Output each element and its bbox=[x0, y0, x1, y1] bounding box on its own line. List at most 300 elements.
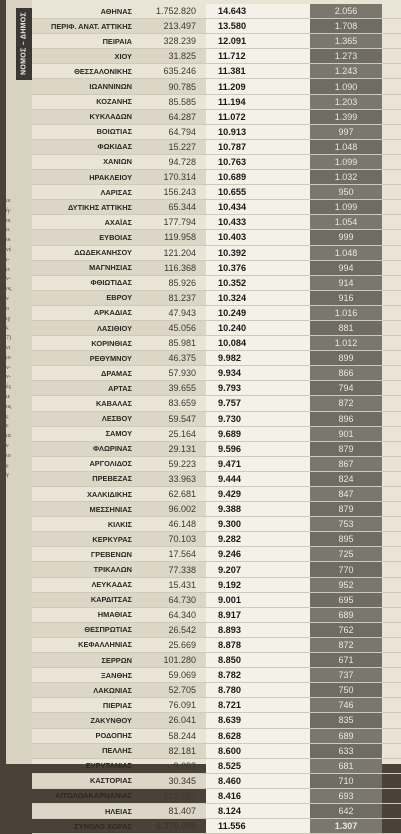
margin-text-fragment: νι bbox=[6, 345, 11, 351]
population-value: 94.728 bbox=[168, 156, 196, 167]
tax-value: 737 bbox=[310, 668, 382, 682]
income-value: 9.429 bbox=[206, 487, 310, 501]
margin-text-fragment: ος bbox=[6, 286, 12, 293]
income-value: 8.878 bbox=[206, 638, 310, 652]
prefecture-name: ΠΙΕΡΙΑΣ bbox=[102, 700, 132, 710]
table-row bbox=[32, 698, 401, 713]
population-value: 70.103 bbox=[136, 532, 206, 546]
prefecture-name: ΜΕΣΣΗΝΙΑΣ bbox=[32, 502, 136, 516]
tax-value: 1.399 bbox=[310, 110, 382, 124]
income-value: 8.460 bbox=[206, 774, 310, 788]
table-row bbox=[32, 638, 401, 653]
income-value: 8.780 bbox=[206, 683, 310, 697]
income-value: 13.580 bbox=[206, 19, 310, 33]
tax-value: 1.090 bbox=[310, 79, 382, 93]
margin-text-fragment: 7) bbox=[6, 335, 11, 342]
prefecture-name: ΛΑΡΙΣΑΣ bbox=[100, 187, 132, 197]
table-row bbox=[32, 683, 401, 698]
table-row bbox=[32, 623, 401, 638]
income-value: 9.192 bbox=[206, 578, 310, 592]
margin-text-fragment: ς bbox=[6, 462, 9, 469]
table-row bbox=[32, 381, 401, 396]
tax-value: 633 bbox=[310, 744, 382, 758]
prefecture-name: ΑΧΑΪΑΣ bbox=[104, 217, 132, 227]
table-row bbox=[32, 276, 401, 291]
income-value: 12.091 bbox=[206, 34, 310, 48]
margin-text-fragment: ιχ bbox=[6, 315, 11, 322]
tax-value: 1.048 bbox=[310, 246, 382, 260]
population-value: 26.542 bbox=[136, 623, 206, 637]
tax-value: 899 bbox=[310, 351, 382, 365]
population-value: 177.794 bbox=[163, 217, 196, 228]
population-value: 30.345 bbox=[136, 774, 206, 788]
tax-value: 770 bbox=[310, 562, 382, 576]
population-value: 96.002 bbox=[136, 502, 206, 516]
table-row bbox=[32, 427, 401, 442]
population-value: 45.056 bbox=[136, 321, 206, 335]
income-value: 10.352 bbox=[206, 276, 310, 290]
table-row bbox=[32, 562, 401, 577]
tax-value: 997 bbox=[310, 125, 382, 139]
tax-value: 1.016 bbox=[310, 306, 382, 320]
income-value: 10.433 bbox=[206, 215, 310, 229]
income-value: 9.282 bbox=[206, 532, 310, 546]
tax-value: 689 bbox=[310, 729, 382, 743]
income-value: 9.982 bbox=[206, 351, 310, 365]
table-row bbox=[32, 774, 401, 789]
income-value: 10.689 bbox=[206, 170, 310, 184]
tax-value: 879 bbox=[310, 442, 382, 456]
table-row bbox=[32, 321, 401, 336]
population-value: 57.930 bbox=[168, 368, 196, 379]
tax-value: 835 bbox=[310, 713, 382, 727]
income-value: 9.689 bbox=[206, 427, 310, 441]
tax-value: 693 bbox=[310, 789, 382, 803]
tax-value: 872 bbox=[310, 638, 382, 652]
tax-value: 1.099 bbox=[310, 155, 382, 169]
population-value: 77.338 bbox=[136, 562, 206, 576]
prefecture-name: ΧΑΝΙΩΝ bbox=[103, 157, 132, 167]
table-row bbox=[32, 155, 401, 170]
prefecture-name: ΑΡΚΑΔΙΑΣ bbox=[93, 308, 132, 318]
tax-value: 725 bbox=[310, 547, 382, 561]
table-row bbox=[32, 457, 401, 472]
prefecture-name: ΗΡΑΚΛΕΙΟΥ bbox=[32, 170, 136, 184]
table-row bbox=[32, 744, 401, 759]
population-value: 64.287 bbox=[136, 110, 206, 124]
prefecture-name: ΑΘΗΝΑΣ bbox=[100, 6, 132, 16]
income-value: 9.207 bbox=[206, 562, 310, 576]
tax-value: 642 bbox=[310, 804, 382, 818]
tax-value: 914 bbox=[310, 276, 382, 290]
table-row bbox=[32, 261, 401, 276]
population-value: 25.669 bbox=[168, 639, 196, 650]
prefecture-name: ΛΕΣΒΟΥ bbox=[32, 412, 136, 426]
tax-value: 866 bbox=[310, 366, 382, 380]
population-value: 33.963 bbox=[136, 472, 206, 486]
margin-text-fragment: ιε bbox=[6, 394, 11, 400]
population-value: 65.344 bbox=[136, 200, 206, 214]
tax-value: 847 bbox=[310, 487, 382, 501]
prefecture-name: ΤΡΙΚΑΛΩΝ bbox=[32, 562, 136, 576]
tax-value: 1.203 bbox=[310, 95, 382, 109]
population-value: 26.041 bbox=[136, 713, 206, 727]
prefecture-name: ΑΙΤΩΛΟΑΚΑΡΝΑΝΙΑΣ bbox=[55, 791, 132, 801]
table-row bbox=[32, 487, 401, 502]
income-value: 8.124 bbox=[206, 804, 310, 818]
tax-value: 1.048 bbox=[310, 140, 382, 154]
prefecture-name: ΚΑΒΑΛΑΣ bbox=[95, 398, 132, 408]
prefecture-name: ΒΟΙΩΤΙΑΣ bbox=[96, 127, 132, 137]
adjacent-article-column bbox=[6, 0, 32, 764]
income-value: 8.416 bbox=[206, 789, 310, 803]
margin-text-fragment: ν bbox=[6, 296, 9, 302]
prefecture-name: ΗΛΕΙΑΣ bbox=[32, 804, 136, 818]
prefecture-name: ΙΩΑΝΝΙΝΩΝ bbox=[32, 79, 136, 93]
table-row bbox=[32, 412, 401, 427]
prefecture-name: ΛΕΥΚΑΔΑΣ bbox=[91, 580, 132, 590]
prefecture-name: ΘΕΣΠΡΩΤΙΑΣ bbox=[32, 623, 136, 637]
income-value: 9.596 bbox=[206, 442, 310, 456]
margin-text-fragment: ος bbox=[6, 403, 12, 410]
population-value: 31.825 bbox=[136, 49, 206, 63]
income-value: 14.643 bbox=[206, 4, 310, 18]
margin-text-fragment: ν- bbox=[6, 364, 11, 371]
prefecture-name: ΘΕΣΣΑΛΟΝΙΚΗΣ bbox=[74, 66, 132, 76]
prefecture-name: ΡΟΔΟΠΗΣ bbox=[95, 731, 132, 741]
income-value: 9.444 bbox=[206, 472, 310, 486]
income-value: 10.655 bbox=[206, 185, 310, 199]
population-value: 213.497 bbox=[136, 19, 206, 33]
population-value: 59.223 bbox=[168, 458, 196, 469]
population-value: 39.655 bbox=[136, 381, 206, 395]
population-value: 85.585 bbox=[168, 96, 196, 107]
population-value: 328.239 bbox=[163, 36, 196, 47]
prefecture-name: ΡΕΘΥΜΝΟΥ bbox=[32, 351, 136, 365]
margin-text-fragment: οι bbox=[6, 237, 11, 244]
tax-value: 895 bbox=[310, 532, 382, 546]
tax-value: 1.054 bbox=[310, 215, 382, 229]
tax-value: 1.365 bbox=[310, 34, 382, 48]
table-row bbox=[32, 19, 401, 34]
table-row bbox=[32, 49, 401, 64]
table-row bbox=[32, 200, 401, 215]
population-value: 46.375 bbox=[136, 351, 206, 365]
population-value: 116.368 bbox=[136, 261, 206, 275]
prefecture-name: ΓΡΕΒΕΝΩΝ bbox=[90, 549, 132, 559]
tax-value: 952 bbox=[310, 578, 382, 592]
margin-text-fragment: οι bbox=[6, 217, 11, 224]
table-row bbox=[32, 532, 401, 547]
population-value: 119.958 bbox=[136, 230, 206, 244]
prefecture-name: ΠΕΙΡΑΙΑ bbox=[102, 36, 132, 46]
table-row bbox=[32, 713, 401, 728]
population-value: 29.131 bbox=[136, 442, 206, 456]
prefecture-name: ΣΑΜΟΥ bbox=[105, 429, 132, 439]
income-value: 8.525 bbox=[206, 759, 310, 773]
tax-value: 753 bbox=[310, 517, 382, 531]
prefecture-name: ΕΥΡΥΤΑΝΙΑΣ bbox=[85, 761, 132, 771]
prefecture-name: ΣΥΝΟΛΟ ΧΩΡΑΣ bbox=[74, 821, 132, 831]
margin-text-fragment: ς bbox=[6, 325, 9, 332]
population-value: 83.659 bbox=[168, 398, 196, 409]
table-row bbox=[32, 4, 401, 19]
income-table bbox=[32, 4, 401, 834]
table-row bbox=[32, 110, 401, 125]
population-value: 85.981 bbox=[168, 338, 196, 349]
table-row bbox=[32, 336, 401, 351]
prefecture-name: ΧΑΛΚΙΔΙΚΗΣ bbox=[86, 489, 132, 499]
table-row bbox=[32, 351, 401, 366]
tax-value: 794 bbox=[310, 381, 382, 395]
income-value: 9.471 bbox=[206, 457, 310, 471]
table-row bbox=[32, 64, 401, 79]
margin-text-fragment: ν- bbox=[6, 276, 11, 283]
margin-text-fragment: ο. bbox=[6, 227, 11, 234]
population-value: 17.564 bbox=[168, 549, 196, 560]
income-value: 10.084 bbox=[206, 336, 310, 350]
tax-value: 867 bbox=[310, 457, 382, 471]
population-value: 15.431 bbox=[168, 579, 196, 590]
population-value: 81.407 bbox=[136, 804, 206, 818]
table-row bbox=[32, 729, 401, 744]
income-value: 10.763 bbox=[206, 155, 310, 169]
table-row bbox=[32, 366, 401, 381]
prefecture-name: ΠΕΡΙΦ. ΑΝΑΤ. ΑΤΤΙΚΗΣ bbox=[32, 19, 136, 33]
tax-value: 824 bbox=[310, 472, 382, 486]
tax-value: 872 bbox=[310, 396, 382, 410]
table-row bbox=[32, 396, 401, 411]
tax-value: 999 bbox=[310, 230, 382, 244]
prefecture-name: ΣΕΡΡΩΝ bbox=[32, 653, 136, 667]
table-row bbox=[32, 291, 401, 306]
margin-text-fragment: ο bbox=[6, 305, 9, 312]
margin-text-fragment: ές bbox=[6, 384, 11, 391]
income-value: 11.381 bbox=[206, 64, 310, 78]
prefecture-name: ΦΛΩΡΙΝΑΣ bbox=[32, 442, 136, 456]
income-value: 9.246 bbox=[206, 547, 310, 561]
population-value: 52.705 bbox=[136, 683, 206, 697]
tax-value: 762 bbox=[310, 623, 382, 637]
income-value: 9.793 bbox=[206, 381, 310, 395]
prefecture-name: ΚΥΚΛΑΔΩΝ bbox=[32, 110, 136, 124]
margin-text-fragment: ν bbox=[6, 443, 9, 449]
tax-value: 710 bbox=[310, 774, 382, 788]
income-value: 10.376 bbox=[206, 261, 310, 275]
prefecture-name: ΦΘΙΩΤΙΔΑΣ bbox=[90, 278, 132, 288]
income-value: 10.913 bbox=[206, 125, 310, 139]
table-row bbox=[32, 668, 401, 683]
tax-value: 881 bbox=[310, 321, 382, 335]
margin-text-fragment: νέ bbox=[6, 247, 12, 253]
tax-value: 879 bbox=[310, 502, 382, 516]
income-value: 10.434 bbox=[206, 200, 310, 214]
prefecture-name: ΠΕΛΛΗΣ bbox=[32, 744, 136, 758]
population-value: 47.943 bbox=[168, 307, 196, 318]
margin-text-fragment: ιτ bbox=[6, 266, 11, 273]
population-value: 15.227 bbox=[136, 140, 206, 154]
margin-text-fragment: ιο bbox=[6, 452, 11, 459]
table-row bbox=[32, 246, 401, 261]
population-value: 59.069 bbox=[168, 670, 196, 681]
prefecture-name: ΛΑΣΙΘΙΟΥ bbox=[32, 321, 136, 335]
prefecture-name: ΚΟΡΙΝΘΙΑΣ bbox=[91, 338, 132, 348]
population-value: 62.681 bbox=[168, 489, 196, 500]
margin-text-fragment: ε bbox=[6, 423, 9, 430]
income-value: 8.600 bbox=[206, 744, 310, 758]
prefecture-name: ΔΥΤΙΚΗΣ ΑΤΤΙΚΗΣ bbox=[32, 200, 136, 214]
population-value: 64.340 bbox=[168, 609, 196, 620]
margin-text-fragment: ς bbox=[6, 413, 9, 420]
table-row bbox=[32, 230, 401, 245]
prefecture-name: ΛΑΚΩΝΙΑΣ bbox=[32, 683, 136, 697]
tax-value: 1.243 bbox=[310, 64, 382, 78]
tax-value: 950 bbox=[310, 185, 382, 199]
income-value: 9.934 bbox=[206, 366, 310, 380]
section-label: ΝΟΜΟΣ – ΔΗΜΟΣ bbox=[16, 8, 32, 80]
table-row bbox=[32, 472, 401, 487]
prefecture-name: ΚΕΡΚΥΡΑΣ bbox=[32, 532, 136, 546]
margin-text-fragment: ιο bbox=[6, 354, 11, 361]
table-row bbox=[32, 804, 401, 819]
table-row bbox=[32, 306, 401, 321]
tax-value: 2.056 bbox=[310, 4, 382, 18]
income-value: 10.240 bbox=[206, 321, 310, 335]
population-value: 90.785 bbox=[136, 79, 206, 93]
prefecture-name: ΕΒΡΟΥ bbox=[32, 291, 136, 305]
table-row bbox=[32, 79, 401, 94]
table-row bbox=[32, 34, 401, 49]
table-row bbox=[32, 95, 401, 110]
population-value: 85.926 bbox=[168, 277, 196, 288]
income-value: 9.730 bbox=[206, 412, 310, 426]
table-row bbox=[32, 125, 401, 140]
income-value: 10.403 bbox=[206, 230, 310, 244]
population-value: 25.164 bbox=[168, 428, 196, 439]
income-value: 10.324 bbox=[206, 291, 310, 305]
tax-value: 695 bbox=[310, 593, 382, 607]
prefecture-name: ΚΕΦΑΛΛΗΝΙΑΣ bbox=[78, 640, 132, 650]
table-row bbox=[32, 442, 401, 457]
prefecture-name: ΜΑΓΝΗΣΙΑΣ bbox=[32, 261, 136, 275]
prefecture-name: ΚΑΡΔΙΤΣΑΣ bbox=[32, 593, 136, 607]
population-value: 81.237 bbox=[136, 291, 206, 305]
prefecture-name: ΔΩΔΕΚΑΝΗΣΟΥ bbox=[74, 248, 132, 258]
population-value: 6.370.099 bbox=[155, 821, 196, 832]
margin-text-fragment: ια bbox=[6, 433, 11, 440]
population-value: 64.794 bbox=[168, 126, 196, 137]
population-value: 46.148 bbox=[168, 519, 196, 530]
margin-text-fragment: ή- bbox=[6, 207, 12, 214]
population-value: 156.243 bbox=[163, 187, 196, 198]
tax-value: 750 bbox=[310, 683, 382, 697]
table-row bbox=[32, 170, 401, 185]
tax-value: 746 bbox=[310, 698, 382, 712]
income-value: 8.782 bbox=[206, 668, 310, 682]
population-value: 635.246 bbox=[163, 66, 196, 77]
income-value: 11.072 bbox=[206, 110, 310, 124]
table-row bbox=[32, 502, 401, 517]
population-value: 64.730 bbox=[136, 593, 206, 607]
prefecture-name: ΚΑΣΤΟΡΙΑΣ bbox=[32, 774, 136, 788]
prefecture-name: ΧΙΟΥ bbox=[32, 49, 136, 63]
prefecture-name: ΑΡΤΑΣ bbox=[32, 381, 136, 395]
income-value: 8.721 bbox=[206, 698, 310, 712]
prefecture-name: ΦΩΚΙΔΑΣ bbox=[32, 140, 136, 154]
table-row bbox=[32, 653, 401, 668]
population-value: 170.314 bbox=[136, 170, 206, 184]
prefecture-name: ΚΙΛΚΙΣ bbox=[107, 519, 132, 529]
income-value: 9.388 bbox=[206, 502, 310, 516]
population-value: 1.752.820 bbox=[155, 6, 196, 17]
population-value: 9.083 bbox=[173, 760, 196, 771]
tax-value: 689 bbox=[310, 608, 382, 622]
tax-value: 994 bbox=[310, 261, 382, 275]
population-value: 58.244 bbox=[168, 730, 196, 741]
tax-value: 1.099 bbox=[310, 200, 382, 214]
prefecture-name: ΚΟΖΑΝΗΣ bbox=[96, 97, 132, 107]
tax-value: 901 bbox=[310, 427, 382, 441]
prefecture-name: ΑΡΓΟΛΙΔΟΣ bbox=[89, 459, 132, 469]
table-row bbox=[32, 593, 401, 608]
tax-value: 1.708 bbox=[310, 19, 382, 33]
income-value: 9.757 bbox=[206, 396, 310, 410]
income-value: 8.917 bbox=[206, 608, 310, 622]
table-row bbox=[32, 789, 401, 804]
prefecture-name: ΖΑΚΥΝΘΟΥ bbox=[32, 713, 136, 727]
prefecture-name: ΕΥΒΟΙΑΣ bbox=[32, 230, 136, 244]
income-value: 11.209 bbox=[206, 79, 310, 93]
income-value: 8.850 bbox=[206, 653, 310, 667]
table-row bbox=[32, 578, 401, 593]
income-value: 8.893 bbox=[206, 623, 310, 637]
prefecture-name: ΗΜΑΘΙΑΣ bbox=[97, 610, 132, 620]
population-value: 82.181 bbox=[136, 744, 206, 758]
table-row bbox=[32, 185, 401, 200]
table-row bbox=[32, 140, 401, 155]
newspaper-page bbox=[6, 0, 401, 832]
table-row bbox=[32, 608, 401, 623]
income-value: 11.194 bbox=[206, 95, 310, 109]
tax-value: 681 bbox=[310, 759, 382, 773]
income-value: 11.712 bbox=[206, 49, 310, 63]
margin-text-fragment: ι- bbox=[6, 256, 10, 263]
tax-value: 1.273 bbox=[310, 49, 382, 63]
population-value: 76.091 bbox=[168, 700, 196, 711]
income-value: 9.001 bbox=[206, 593, 310, 607]
table-row bbox=[32, 547, 401, 562]
income-value: 8.639 bbox=[206, 713, 310, 727]
table-row bbox=[32, 215, 401, 230]
prefecture-name: ΞΑΝΘΗΣ bbox=[101, 670, 132, 680]
population-value: 121.204 bbox=[163, 247, 196, 258]
tax-value: 1.307 bbox=[310, 819, 382, 833]
population-value: 101.280 bbox=[136, 653, 206, 667]
total-row bbox=[32, 819, 401, 834]
table-row bbox=[32, 759, 401, 774]
margin-text-fragment: γ bbox=[6, 472, 9, 479]
tax-value: 671 bbox=[310, 653, 382, 667]
income-value: 8.628 bbox=[206, 729, 310, 743]
tax-value: 916 bbox=[310, 291, 382, 305]
tax-value: 1.012 bbox=[310, 336, 382, 350]
income-value: 9.300 bbox=[206, 517, 310, 531]
income-value: 10.392 bbox=[206, 246, 310, 260]
prefecture-name: ΠΡΕΒΕΖΑΣ bbox=[32, 472, 136, 486]
prefecture-name: ΔΡΑΜΑΣ bbox=[101, 368, 132, 378]
population-value: 59.547 bbox=[136, 412, 206, 426]
margin-text-fragment: οι bbox=[6, 198, 11, 204]
